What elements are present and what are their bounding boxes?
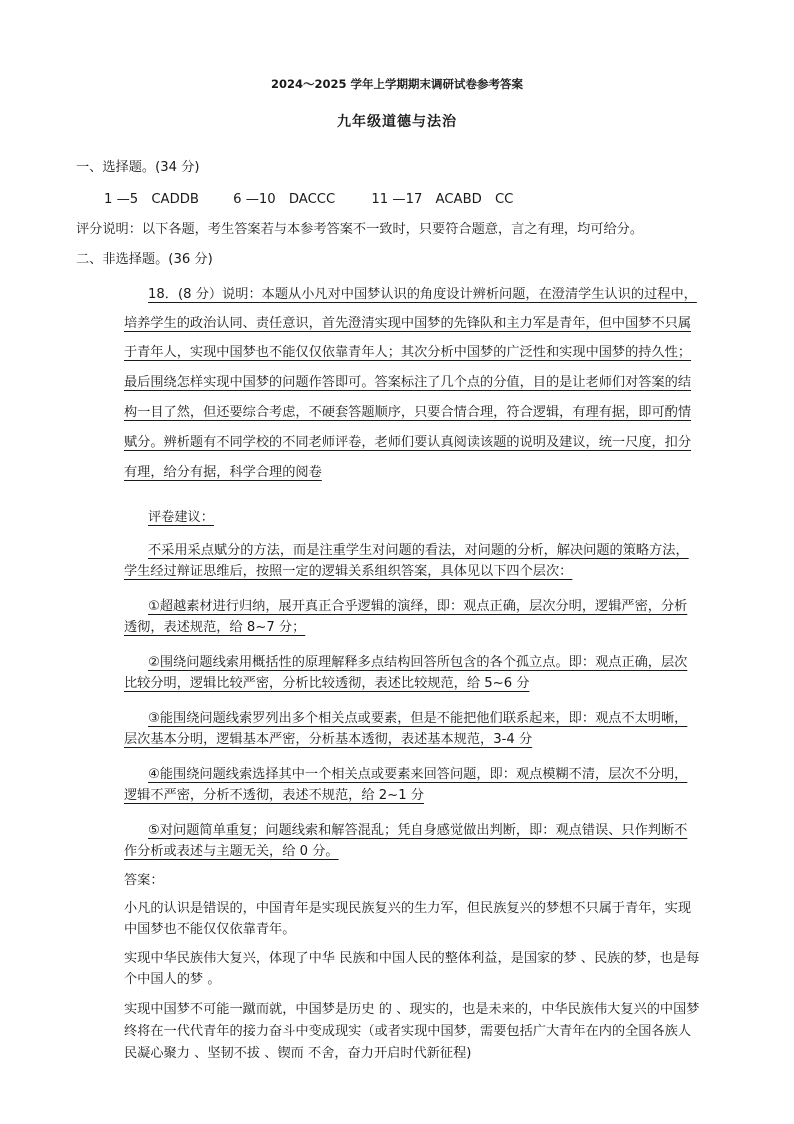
level-1-line-1: ①超越素材进行归纳，展开真正合乎逻辑的演绎，即：观点正确，层次分明，逻辑严密，分析	[148, 599, 688, 614]
level-3-line-2: 层次基本分明，逻辑基本严密，分析基本透彻，表述基本规范，3-4 分	[124, 732, 533, 747]
level-2-line-2: 比较分明，逻辑比较严密，分析比较透彻，表述比较规范，给 5~6 分	[124, 676, 530, 691]
scoring-note: 评分说明：以下各题，考生答案若与本参考答案不一致时，只要符合题意，言之有理，均可给分。	[76, 222, 644, 237]
level-5-line-1: ⑤对问题简单重复；问题线索和解答混乱；凭自身感觉做出判断，即：观点错误、只作判断不	[148, 823, 688, 838]
q18-line-5: 构一目了然，但还要综合考虑，不硬套答题顺序，只要合情合理，符合逻辑，有理有据，即可酌情	[124, 405, 692, 420]
advice-line-2: 学生经过辩证思维后，按照一定的逻辑关系组织答案，具体见以下四个层次：	[124, 564, 573, 579]
answer-group-2: 6 —10 DACCC	[233, 192, 336, 207]
q18-line-3: 于青年人，实现中国梦也不能仅仅依靠青年人；其次分析中国梦的广泛性和实现中国梦的持久性；	[124, 345, 692, 360]
answer-p2-line-2: 个中国人的梦 。	[124, 972, 221, 987]
advice-line-1: 不采用采点赋分的方法，而是注重学生对问题的看法，对问题的分析，解决问题的策略方法，	[148, 543, 689, 558]
choice-answers	[104, 190, 513, 210]
level-2-line-1: ②围绕问题线索用概括性的原理解释多点结构回答所包含的各个孤立点。即：观点正确，层次	[148, 655, 688, 670]
q18-line-7: 有理，给分有据，科学合理的阅卷	[124, 465, 322, 480]
q18-line-6: 赋分。辨析题有不同学校的不同老师评卷，老师们要认真阅读该题的说明及建议，统一尺度，扣分	[124, 435, 692, 450]
document-title: 2024～2025 学年上学期期末调研试卷参考答案	[270, 77, 523, 91]
advice-heading: 评卷建议：	[148, 510, 214, 525]
level-5-line-2: 作分析或表述与主题无关，给 0 分。	[124, 844, 339, 859]
level-1-line-2: 透彻，表述规范，给 8~7 分；	[124, 620, 306, 635]
answer-p1-line-1: 小凡的认识是错误的，中国青年是实现民族复兴的生力军，但民族复兴的梦想不只属于青年，实现	[124, 901, 692, 916]
answer-p2-line-1: 实现中华民族伟大复兴，体现了中华 民族和中国人民的整体利益，是国家的梦 、民族的梦，也是每	[124, 951, 700, 966]
q18-line-4: 最后围绕怎样实现中国梦的问题作答即可。答案标注了几个点的分值，目的是让老师们对答案的结	[124, 375, 692, 390]
q18-line-2: 培养学生的政治认同、责任意识，首先澄清实现中国梦的先锋队和主力军是青年，但中国梦不只属	[124, 316, 692, 331]
answer-heading: 答案：	[124, 873, 164, 888]
section2-heading: 二、非选择题。(36 分)	[76, 252, 213, 267]
level-3-line-1: ③能围绕问题线索罗列出多个相关点或要素，但是不能把他们联系起来，即：观点不太明晰，	[148, 711, 688, 726]
answer-p1-line-2: 中国梦也不能仅仅依靠青年。	[124, 922, 296, 937]
section1-heading: 一、选择题。(34 分)	[76, 160, 200, 175]
answer-group-3: 11 —17 ACABD CC	[371, 192, 514, 207]
q18-line-1: 18．(8 分）说明：本题从小凡对中国梦认识的角度设计辨析问题，在澄清学生认识的过程中，	[148, 287, 697, 302]
subject-title: 九年级道德与法治	[337, 114, 457, 130]
level-4-line-2: 逻辑不严密，分析不透彻，表述不规范，给 2~1 分	[124, 788, 424, 803]
level-4-line-1: ④能围绕问题线索选择其中一个相关点或要素来回答问题，即：观点模糊不清，层次不分明，	[148, 767, 688, 782]
answer-p3-line-2: 终将在一代代青年的接力奋斗中变成现实（或者实现中国梦，需要包括广大青年在内的全国各族人	[124, 1024, 692, 1039]
answer-group-1: 1 —5 CADDB	[104, 192, 199, 207]
answer-p3-line-1: 实现中国梦不可能一蹴而就，中国梦是历史 的 、现实的，也是未来的，中华民族伟大复兴的中国梦	[124, 1002, 700, 1017]
answer-p3-line-3: 民凝心聚力 、坚韧不拔 、锲而 不舍，奋力开启时代新征程)	[124, 1046, 472, 1061]
